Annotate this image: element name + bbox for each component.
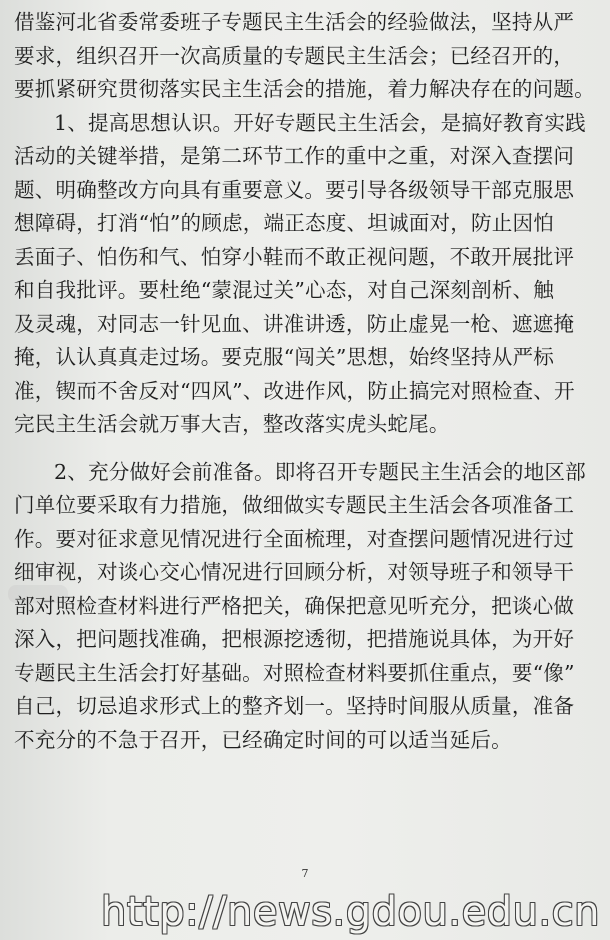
text-line: 自己，切忌追求形式上的整齐划一。坚持时间服从质量，准备	[14, 694, 575, 718]
text-line: 深入，把问题找准确，把根源挖透彻，把措施说具体，为开好	[14, 627, 575, 651]
paragraph-gap	[14, 442, 604, 456]
page-number: 7	[301, 867, 309, 880]
section-2-heading-line: 2、充分做好会前准备。即将召开专题民主生活会的地区部	[54, 459, 586, 484]
text-line: 和自我批评。要杜绝“蒙混过关”心态，对自己深刻剖析、触	[14, 278, 554, 302]
text-line: 专题民主生活会打好基础。对照检查材料要抓住重点，要“像”	[14, 660, 575, 685]
paragraph-continuation	[14, 6, 604, 107]
text-line: 题、明确整改方向具有重要意义。要引导各级领导干部克服思	[14, 177, 575, 202]
text-line: 不充分的不急于召开，已经确定时间的可以适当延后。	[14, 727, 512, 752]
text-line: 要抓紧研究贯彻落实民主生活会的措施，着力解决存在的问题。	[14, 77, 595, 101]
section-2-paragraph	[14, 456, 604, 758]
text-line: 作。要对征求意见情况进行全面梳理，对查摆问题情况进行过	[14, 526, 575, 551]
text-line: 细审视，对谈心交心情况进行回顾分析，对领导班子和领导干	[14, 560, 575, 584]
section-1-heading-line: 1、提高思想认识。开好专题民主生活会，是搞好教育实践	[54, 110, 586, 135]
text-line: 想障碍，打消“怕”的顾虑，端正态度、坦诚面对，防止因怕	[14, 211, 554, 235]
text-line: 活动的关键举措，是第二环节工作的重中之重，对深入查摆问	[14, 144, 575, 168]
text-line: 借鉴河北省委常委班子专题民主生活会的经验做法，坚持从严	[14, 10, 575, 34]
text-line: 完民主生活会就万事大吉，整改落实虎头蛇尾。	[14, 412, 450, 436]
text-line: 要求，组织召开一次高质量的专题民主生活会；已经召开的，	[14, 43, 575, 68]
text-line: 掩，认认真真走过场。要克服“闯关”思想，始终坚持从严标	[14, 345, 554, 369]
text-line: 门单位要采取有力措施，做细做实专题民主生活会各项准备工	[14, 493, 575, 517]
text-line: 准，锲而不舍反对“四风”、改进作风，防止搞完对照检查、开	[14, 378, 575, 403]
watermark-url: http://news.gdou.edu.cn	[101, 889, 600, 935]
text-line: 部对照检查材料进行严格把关，确保把意见听充分，把谈心做	[14, 593, 575, 618]
section-1-paragraph	[14, 107, 604, 442]
text-line: 丢面子、怕伤和气、怕穿小鞋而不敢正视问题，不敢开展批评	[14, 244, 575, 269]
document-body	[14, 6, 604, 757]
text-line: 及灵魂，对同志一针见血、讲准讲透，防止虚晃一枪、遮遮掩	[14, 311, 575, 336]
